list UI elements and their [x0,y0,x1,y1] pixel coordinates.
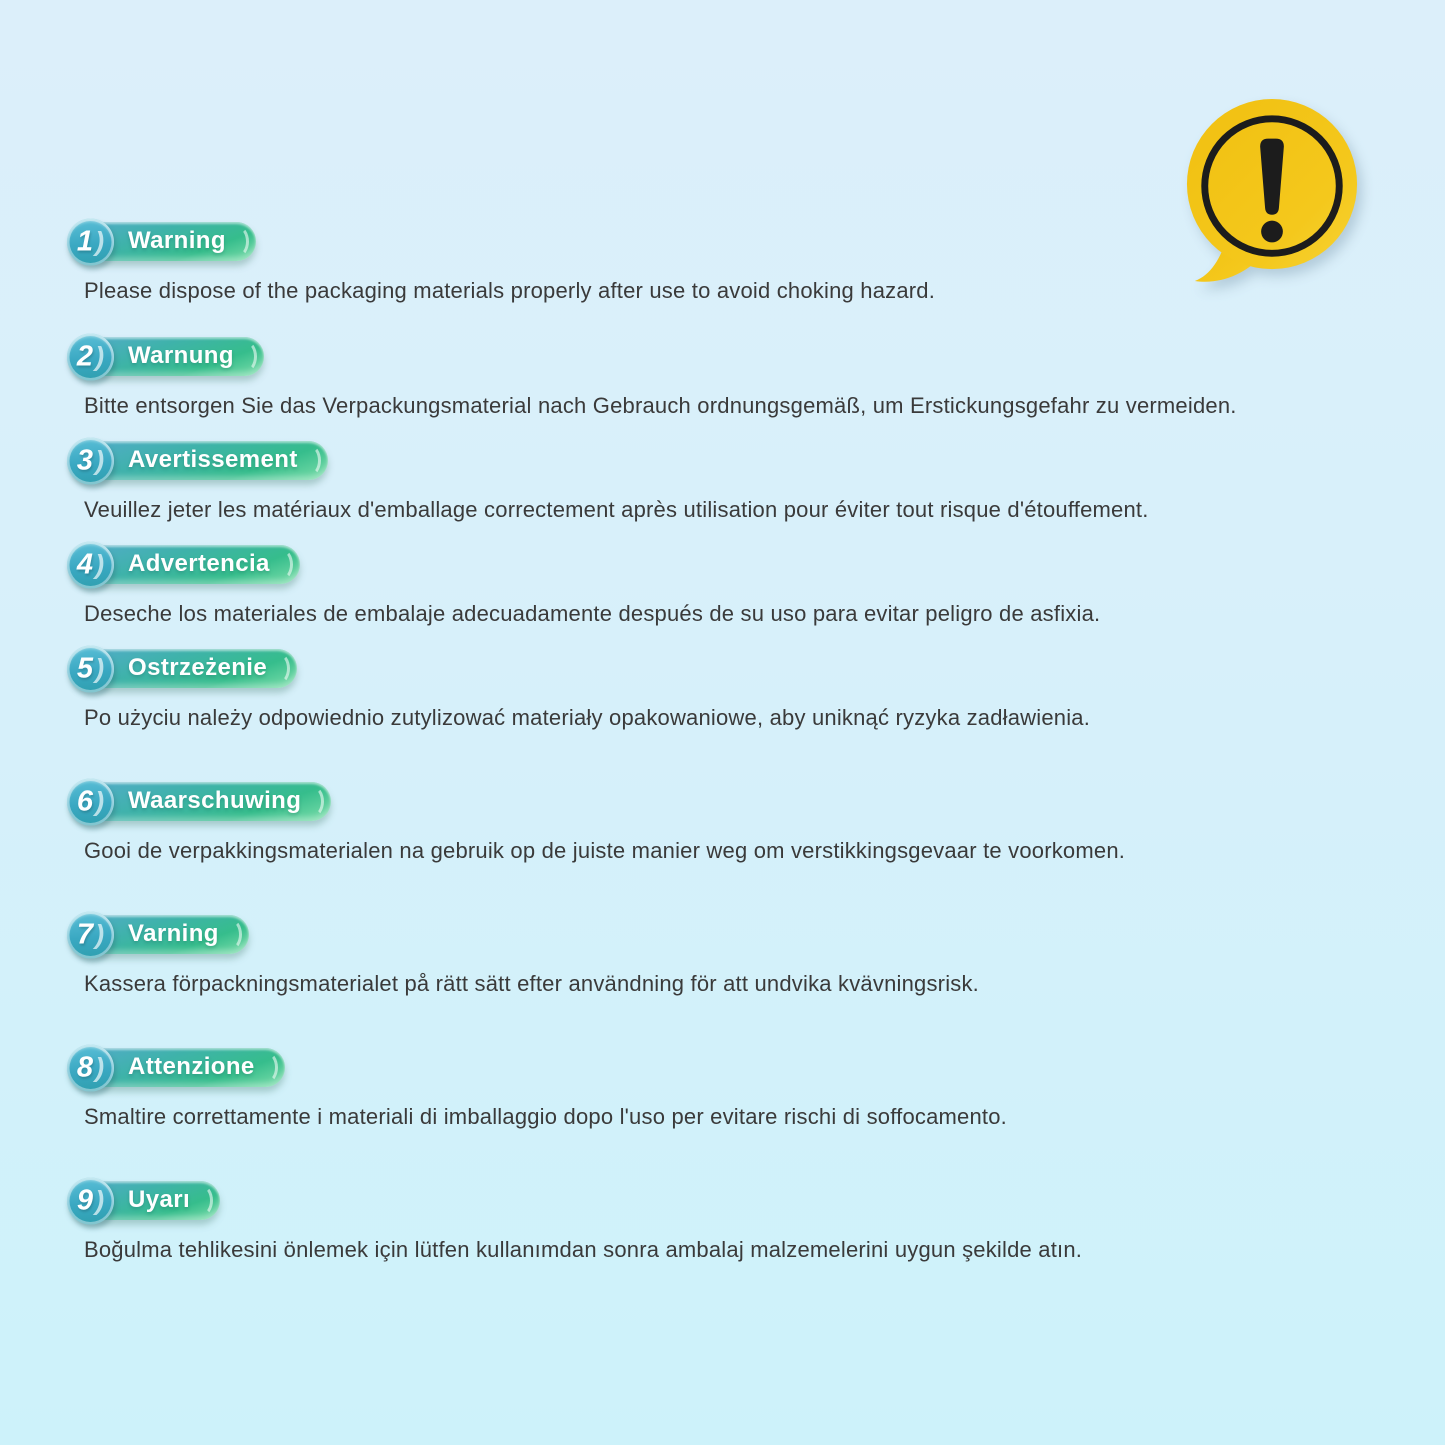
section-language-label: Warning [128,226,226,254]
warning-section-7 [70,915,1380,998]
section-number: 7 [76,918,94,950]
section-language-label: Varning [128,919,219,947]
number-paren: ) [95,1185,105,1215]
section-badge [70,649,297,688]
number-paren: ) [95,1052,105,1082]
section-language-label: Warnung [128,341,234,369]
section-number-bubble [67,1044,114,1091]
number-paren: ) [95,919,105,949]
section-language-label: Advertencia [128,549,270,577]
number-paren: ) [95,445,105,475]
warning-list [70,222,1380,1264]
section-number-bubble [67,1177,114,1224]
section-badge [70,1181,220,1220]
number-paren: ) [95,341,105,371]
warning-text: Veuillez jeter les matériaux d'emballage correctement après utilisation pour éviter tout risque d'étouffement. [84,497,1149,522]
number-paren: ) [95,653,105,683]
section-number-bubble [67,333,114,380]
section-language-label: Attenzione [128,1052,255,1080]
warning-section-6 [70,782,1380,865]
section-language-label: Avertissement [128,445,298,473]
section-number-bubble [67,778,114,825]
warning-text: Kassera förpackningsmaterialet på rätt sätt efter användning för att undvika kvävningsrisk. [84,971,979,996]
section-number-bubble [67,437,114,484]
number-paren: ) [95,549,105,579]
warning-text: Smaltire correttamente i materiali di imballaggio dopo l'uso per evitare rischi di soffocamento. [84,1104,1007,1129]
section-language-label: Ostrzeżenie [128,653,268,681]
warning-text: Po użyciu należy odpowiednio zutylizować materiały opakowaniowe, aby uniknąć ryzyka zadławienia. [84,705,1091,730]
warning-section-8 [70,1048,1380,1131]
warning-text: Please dispose of the packaging materials properly after use to avoid choking hazard. [84,278,936,303]
warning-section-5 [70,649,1380,732]
section-number-bubble [67,541,114,588]
section-number: 5 [76,652,94,684]
section-badge [70,1048,285,1087]
number-paren: ) [95,786,105,816]
section-badge [70,915,249,954]
section-number-bubble [67,911,114,958]
section-number: 6 [76,785,94,817]
warning-section-4 [70,545,1380,628]
section-number-bubble [67,645,114,692]
section-badge [70,782,331,821]
warning-section-2 [70,337,1380,420]
section-language-label: Uyarı [128,1185,191,1213]
warning-section-1 [70,222,1380,305]
section-badge [70,441,328,480]
warning-text: Bitte entsorgen Sie das Verpackungsmaterial nach Gebrauch ordnungsgemäß, um Erstickungsgefahr zu vermeiden. [84,393,1237,418]
warning-text: Boğulma tehlikesini önlemek için lütfen kullanımdan sonra ambalaj malzemelerini uygun şekilde atın. [84,1237,1083,1262]
section-number: 4 [76,548,94,580]
section-number: 8 [76,1051,94,1083]
warning-section-3 [70,441,1380,524]
section-number: 3 [76,444,94,476]
number-paren: ) [95,226,105,256]
section-badge [70,337,264,376]
section-number: 9 [76,1184,94,1216]
warning-text: Deseche los materiales de embalaje adecuadamente después de su uso para evitar peligro de asfixia. [84,601,1101,626]
section-number-bubble [67,218,114,265]
section-badge [70,545,300,584]
section-number: 2 [76,340,94,372]
section-badge [70,222,256,261]
warning-section-9 [70,1181,1380,1264]
section-number: 1 [76,225,94,257]
warning-text: Gooi de verpakkingsmaterialen na gebruik op de juiste manier weg om verstikkingsgevaar te voorkomen. [84,838,1126,863]
section-language-label: Waarschuwing [128,786,302,814]
